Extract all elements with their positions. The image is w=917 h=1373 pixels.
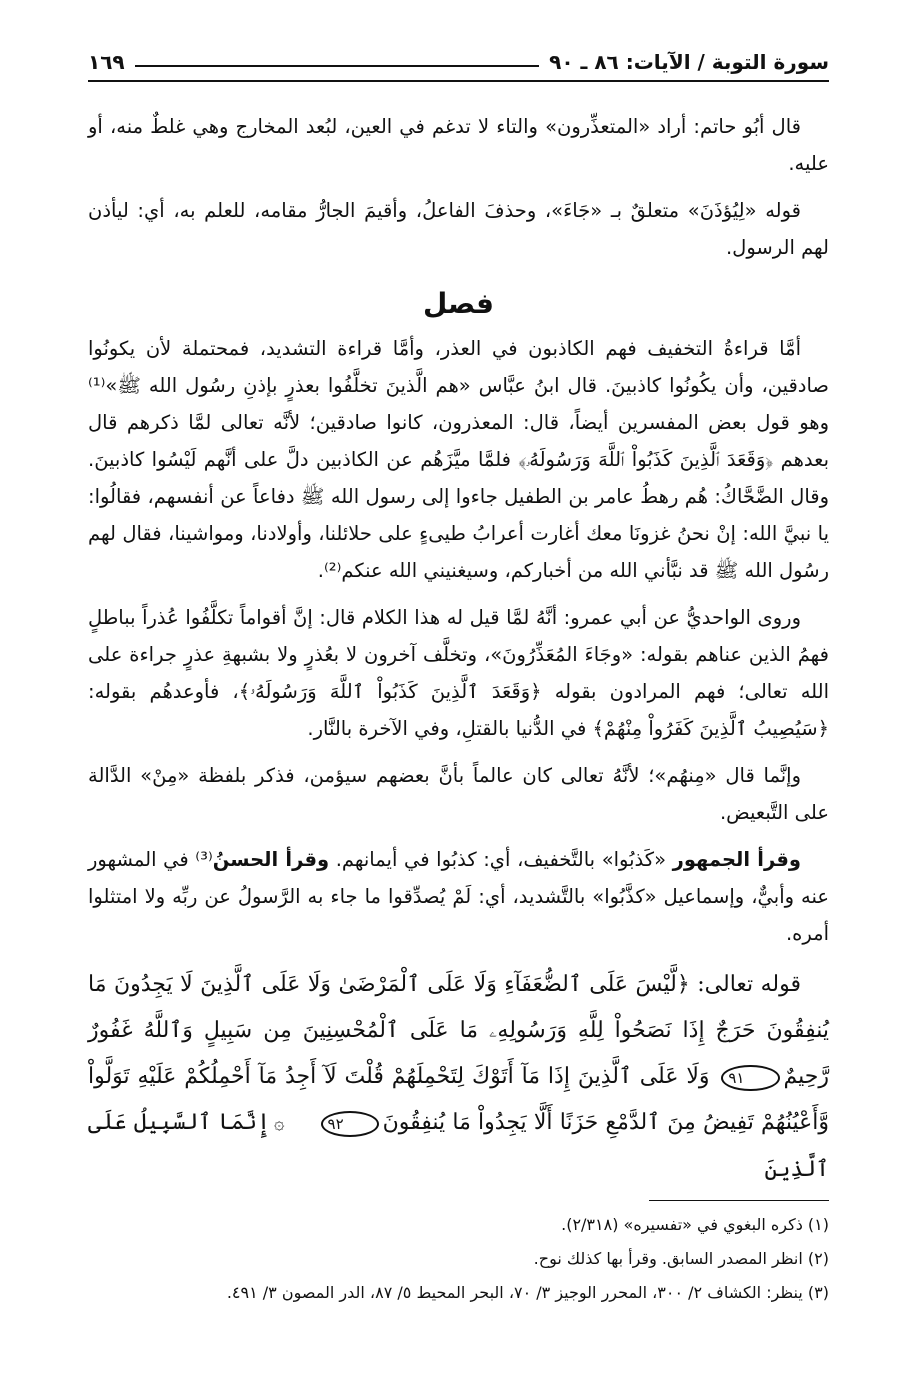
paragraph-minhum: وإنَّما قال «مِنهُم»؛ لأنَّهُ تعالى كان عالماً بأنَّ بعضهم سيؤمن، فذكر بلفظة «مِنْ» الدَّالة على التَّبعيض. bbox=[88, 764, 829, 824]
paragraph-abu-hatim: قال أبُو حاتم: أراد «المتعذِّرون» والتاء لا تدغم في العين، لبُعد المخارج وهي غلطٌ منه، أو عليه. bbox=[88, 115, 829, 175]
paragraph-qiraat: أمَّا قراءةُ التخفيف فهم الكاذبون في العذر، وأمَّا قراءة التشديد، فمحتملة لأن يكونُوا صادقين، وأن يكُونُوا كاذبينَ. قال ابنُ عبَّاس «هم الَّذينَ تخلَّفُوا بعذرٍ بإذنِ رسُول الله ﷺ»⁽¹⁾ وهو قول بعض المفسرين أيضاً، قال: المعذرون، كانوا صادقين؛ لأنَّه تعالى لمَّا ذكرهم قال بعدهم ﴿وَقَعَدَ ٱلَّذِينَ كَذَبُواْ ٱللَّهَ وَرَسُولَهُۥ﴾ فلمَّا ميَّزَهُم عن الكاذبين دلَّ على أنَّهم لَيْسُوا كاذبينَ. وقال الضَّحَّاكُ: هُم رهطُ عامر بن الطفيل جاءوا إلى رسول الله ﷺ دفاعاً عن أنفسهم، فقالُوا: يا نبيَّ الله: إنْ نحنُ غزونَا معك أغارت أعرابُ طيىءٍ على حلائلنا، وأولادنا، ومواشينا، فقال لهم رسُول الله ﷺ قد نبَّأني الله من أخباركم، وسيغنيني الله عنكم⁽²⁾. bbox=[88, 337, 829, 582]
quran-intro: قوله تعالى: bbox=[689, 972, 801, 997]
footnotes bbox=[88, 1208, 829, 1310]
header-title: سورة التوبة / الآيات: ٨٦ ـ ٩٠ bbox=[549, 50, 829, 74]
footnote-rule bbox=[649, 1200, 829, 1201]
readings-lead: وقرأ الجمهور bbox=[672, 848, 801, 871]
header-rule bbox=[88, 80, 829, 82]
verse-92: وَلَا عَلَى ٱلَّذِينَ إِذَا مَآ أَتَوْكَ لِتَحْمِلَهُمْ قُلْتَ لَآ أَجِدُ مَآ أَحْمِلُكُمْ عَلَيْهِ تَوَلَّواْ وَّأَعْيُنُهُمْ تَفِيضُ مِنَ ٱلدَّمْعِ حَزَنًا أَلَّا يَجِدُواْ مَا يُنفِقُونَ bbox=[88, 1064, 829, 1135]
section-title: فصل bbox=[423, 287, 494, 320]
verse-93-start: إِنَّمَا ٱلسَّبِيلُ عَلَى ٱلَّذِينَ bbox=[88, 1110, 829, 1182]
paragraph-liyudhana: قوله «لِيُؤذَنَ» متعلقٌ بـ «جَاءَ»، وحذفَ الفاعلُ، وأقيمَ الجارُّ مقامه، للعلم به، أي: ليأذن لهم الرسول. bbox=[88, 199, 829, 259]
paragraph-wahidi: وروى الواحديُّ عن أبي عمرو: أنَّهُ لمَّا قيل له هذا الكلام قال: إنَّ أقواماً تكلَّفُوا عُذراً بباطلٍ فهمُ الذين عناهم بقوله: «وجَاءَ المُعَذِّرُونَ»، وتخلَّف آخرون لا بعُذرٍ ولا بشبهةِ عذرٍ جراءة على الله تعالى؛ فهم المرادون بقوله ﴿وَقَعَدَ ٱلَّذِينَ كَذَبُواْ ٱللَّهَ وَرَسُولَهُۥ﴾، فأوعدهُم بقوله: ﴿سَيُصِيبُ ٱلَّذِينَ كَفَرُواْ مِنْهُمْ﴾ في الدُّنيا بالقتلِ، وفي الآخرة بالنَّار. bbox=[88, 606, 829, 740]
rub-el-hizb-icon: ۞ bbox=[273, 1113, 285, 1134]
verse-91: ﴿لَّيْسَ عَلَى ٱلضُّعَفَآءِ وَلَا عَلَى ٱلْمَرْضَىٰ وَلَا عَلَى ٱلَّذِينَ لَا يَجِدُونَ مَا يُنفِقُونَ حَرَجٌ إِذَا نَصَحُواْ لِلَّهِ وَرَسُولِهِۦ مَا عَلَى ٱلْمُحْسِنِينَ مِن سَبِيلٍ وَٱللَّهُ غَفُورٌ رَّحِيمٌ bbox=[88, 972, 830, 1089]
paragraph-readings bbox=[88, 841, 829, 952]
verse-end-marker-icon: ٩١ bbox=[721, 1065, 779, 1091]
readings-text-1: «كَذبُوا» بالتَّخفيف، أي: كذبُوا في أيمانهم. bbox=[329, 848, 673, 871]
page-number: ١٦٩ bbox=[88, 50, 125, 74]
quran-verses bbox=[88, 962, 829, 1193]
readings-hasan: وقرأ الحسنُ bbox=[212, 848, 330, 871]
verse-end-marker-icon: ٩٢ bbox=[321, 1111, 379, 1137]
footnote-2: (٢) انظر المصدر السابق. وقرأ بها كذلك نوح. bbox=[533, 1249, 829, 1268]
main-text bbox=[88, 108, 829, 1193]
readings-text-2: ⁽³⁾ في المشهور عنه وأبيٌّ، وإسماعيل «كذَّبُوا» بالتَّشديد، أي: لَمْ يُصدِّقوا ما جاء به الرَّسولُ عن ربِّه ولا امتثلوا أمره. bbox=[88, 848, 829, 945]
running-header bbox=[88, 38, 829, 74]
footnote-3: (٣) ينظر: الكشاف ٢/ ٣٠٠، المحرر الوجيز ٣/ ٧٠، البحر المحيط ٥/ ٨٧، الدر المصون ٣/ ٤٩١. bbox=[226, 1283, 829, 1302]
footnote-1: (١) ذكره البغوي في «تفسيره» (٢/٣١٨). bbox=[561, 1215, 829, 1234]
header-leader-line bbox=[135, 65, 540, 67]
